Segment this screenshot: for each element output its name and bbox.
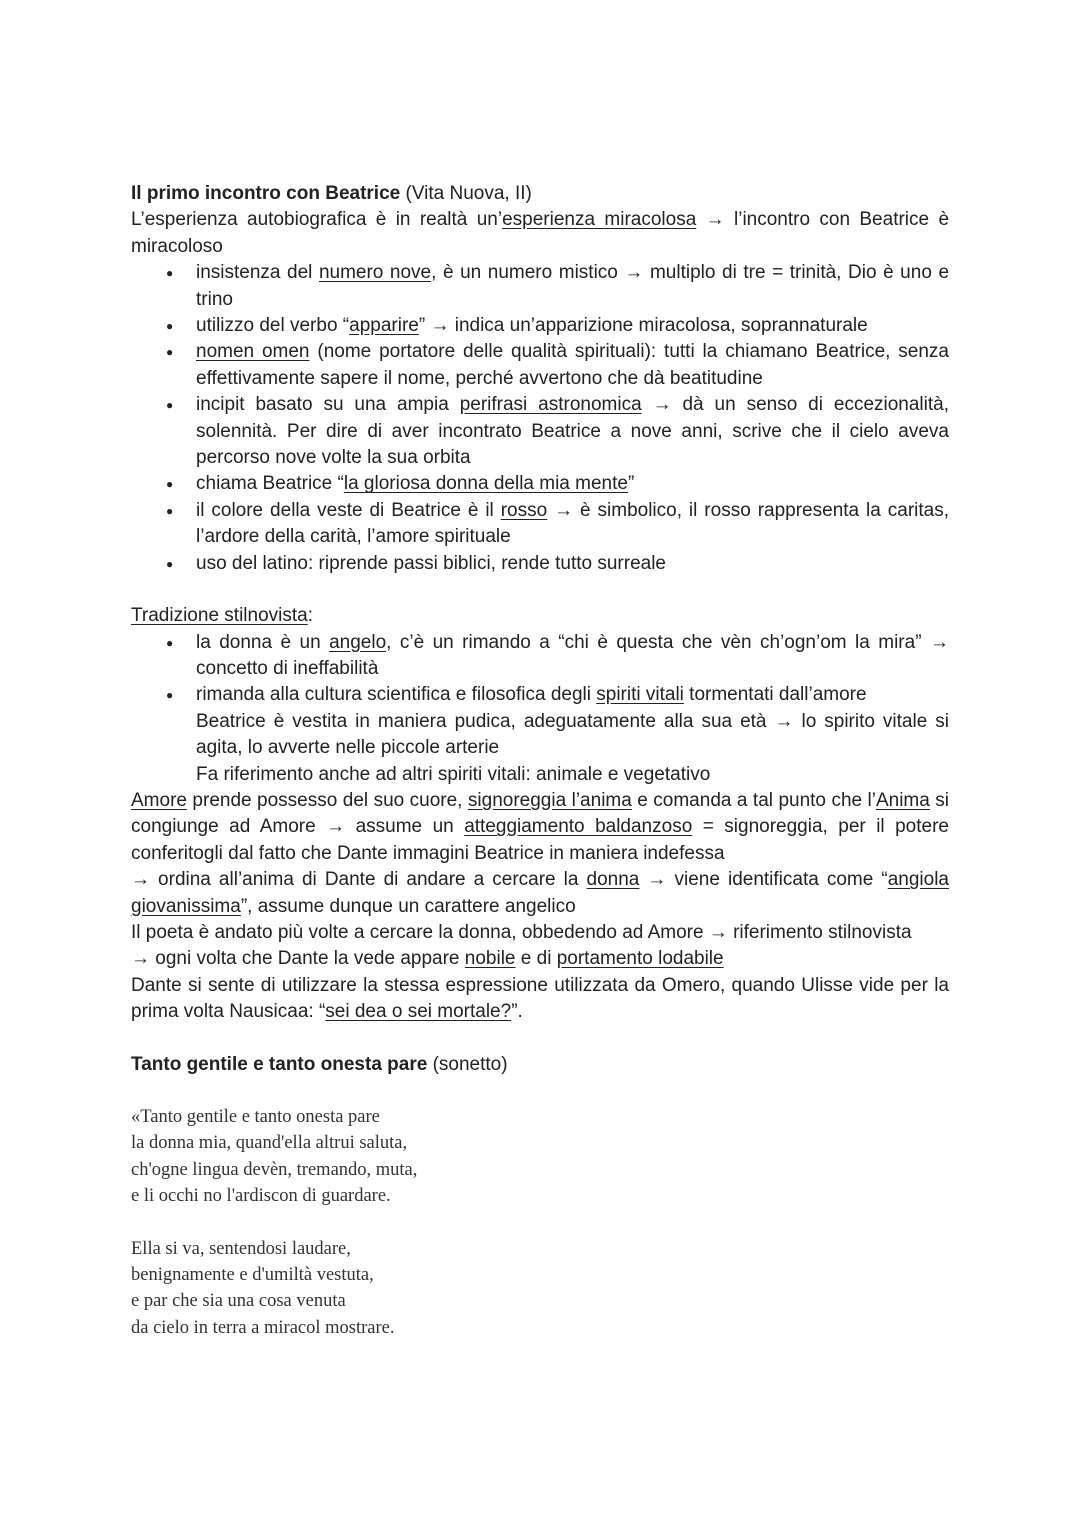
text-run: ” — [627, 473, 635, 495]
text-run: → ogni volta che Dante la vede appare — [131, 948, 465, 970]
verse-line: «Tanto gentile e tanto onesta pare — [131, 1107, 380, 1127]
intro-paragraph — [131, 207, 949, 260]
paragraph — [131, 973, 949, 1026]
list-item — [196, 471, 949, 497]
text-run: → dà un senso di eccezionalità, solennità. Per dire di aver incontrato Beatrice a nove anni, scrive che il cielo aveva percorso nove volte la sua orbita — [196, 394, 949, 469]
paragraph — [131, 788, 949, 867]
verse-line: benignamente e d'umiltà vestuta, — [131, 1265, 374, 1286]
underlined-text: angiola giovanissima — [131, 869, 949, 917]
sonnet — [131, 1104, 949, 1341]
list-item — [196, 630, 949, 683]
underlined-text: Tradizione stilnovista — [131, 605, 308, 627]
stanza — [131, 1236, 949, 1342]
bullet-list-features — [131, 260, 949, 577]
text-run: e di — [515, 948, 557, 970]
text-run: Il poeta è andato più volte a cercare la donna, obbedendo ad Amore → riferimento stilnovista — [131, 921, 912, 943]
verse-line: la donna mia, quand'ella altrui saluta, — [131, 1133, 408, 1154]
text-run: prende possesso del suo cuore, — [186, 789, 468, 811]
paragraph — [131, 946, 949, 972]
text-run: la donna è un — [196, 631, 330, 653]
underlined-text: signoreggia l’anima — [467, 789, 632, 811]
text-run: insistenza del — [196, 262, 319, 284]
text-run: si congiunge ad Amore → assume un — [131, 789, 950, 838]
paragraph — [131, 920, 949, 946]
section-title-sonetto — [131, 1052, 949, 1078]
text-run: uso del latino: riprende passi biblici, rende tutto surreale — [196, 552, 666, 574]
underlined-text: donna — [586, 869, 640, 891]
stanza — [131, 1104, 949, 1210]
title-bold: Il primo incontro con Beatrice — [131, 183, 401, 204]
underlined-text: perifrasi astronomica — [459, 394, 642, 416]
list-item — [196, 392, 949, 471]
underlined-text: la gloriosa donna della mia mente — [343, 473, 628, 495]
text-run: , c’è un rimando a “chi è questa che vèn ch’ogn’om la mira” → concetto di ineffabilità — [196, 631, 949, 679]
underlined-text: angelo — [329, 631, 387, 653]
bullet-continuation — [196, 709, 949, 788]
verse-line: da cielo in terra a miracol mostrare. — [131, 1317, 395, 1338]
section-title-primo-incontro — [131, 181, 949, 207]
text-run: tormentati dall’amore — [683, 684, 867, 706]
text-run: → è simbolico, il rosso rappresenta la caritas, l’ardore della carità, l’amore spirituale — [196, 499, 949, 548]
text-run: ” → indica un’apparizione miracolosa, soprannaturale — [418, 315, 868, 337]
text-run: il colore della veste di Beatrice è il — [196, 499, 501, 521]
text-run: chiama Beatrice “ — [196, 473, 344, 495]
text-run: Beatrice è vestita in maniera pudica, adeguatamente alla sua età → lo spirito vitale si agita, lo avverte nelle piccole arterie — [196, 710, 949, 759]
underlined-text: portamento lodabile — [556, 948, 724, 970]
text-run: : — [307, 605, 313, 627]
underlined-text: nomen omen — [196, 341, 310, 363]
document-page — [131, 181, 949, 1341]
bullet-list-stilnovo — [131, 630, 949, 788]
text-run: ”, assume dunque un carattere angelico — [240, 895, 576, 917]
title-rest: (sonetto) — [427, 1053, 508, 1075]
title-bold: Tanto gentile e tanto onesta pare — [131, 1053, 428, 1075]
text-run: (nome portatore delle qualità spirituali): tutti la chiamano Beatrice, senza effettivamente sapere il nome, perché avvertono che dà beatitudine — [196, 341, 949, 389]
underlined-text: numero nove — [318, 262, 432, 284]
underlined-text: spiriti vitali — [596, 684, 684, 706]
text-run: rimanda alla cultura scientifica e filosofica degli — [196, 684, 597, 706]
underlined-text: Amore — [131, 789, 187, 811]
list-item — [196, 260, 949, 313]
list-item — [196, 339, 949, 392]
list-item — [196, 313, 949, 339]
paragraph — [131, 867, 949, 920]
section-heading-tradizione-stilnovista — [131, 603, 949, 629]
underlined-text: sei dea o sei mortale? — [325, 1001, 512, 1023]
text-run: → viene identificata come “ — [639, 869, 888, 891]
text-run: e comanda a tal punto che l’ — [631, 789, 876, 811]
text-run: = signoreggia, per il potere conferitogli dal fatto che Dante immagini Beatrice in maniera indefessa — [131, 816, 949, 864]
list-item — [196, 551, 949, 577]
continuation-line — [196, 709, 949, 762]
verse-line: e li occhi no l'ardiscon di guardare. — [131, 1186, 391, 1207]
text-run: → ordina all’anima di Dante di andare a cercare la — [131, 869, 587, 891]
continuation-line — [196, 762, 949, 788]
verse-line: e par che sia una cosa venuta — [131, 1291, 346, 1312]
text-run: L’esperienza autobiografica è in realtà un’ — [131, 209, 503, 231]
text-run: , è un numero mistico → multiplo di tre = trinità, Dio è uno e trino — [196, 262, 950, 310]
text-run: Dante si sente di utilizzare la stessa espressione utilizzata da Omero, quando Ulisse vide per la prima volta Nausicaa: “ — [131, 974, 949, 1023]
text-run: → l’incontro con Beatrice è miracoloso — [131, 209, 950, 257]
underlined-text: Anima — [875, 789, 930, 811]
list-item — [196, 682, 949, 708]
underlined-text: nobile — [464, 948, 516, 970]
list-item — [196, 498, 949, 551]
verse-line: Ella si va, sentendosi laudare, — [131, 1238, 351, 1259]
text-run: ”. — [511, 1001, 523, 1023]
text-run: incipit basato su una ampia — [196, 394, 460, 416]
text-run: utilizzo del verbo “ — [196, 315, 350, 337]
underlined-text: apparire — [349, 315, 419, 337]
title-rest: (Vita Nuova, II) — [400, 183, 532, 204]
underlined-text: atteggiamento baldanzoso — [464, 816, 693, 838]
paragraphs-amore — [131, 788, 949, 1026]
verse-line: ch'ogne lingua devèn, tremando, muta, — [131, 1159, 418, 1180]
underlined-text: rosso — [500, 499, 548, 521]
underlined-text: esperienza miracolosa — [502, 209, 697, 231]
text-run: Fa riferimento anche ad altri spiriti vitali: animale e vegetativo — [196, 763, 711, 785]
